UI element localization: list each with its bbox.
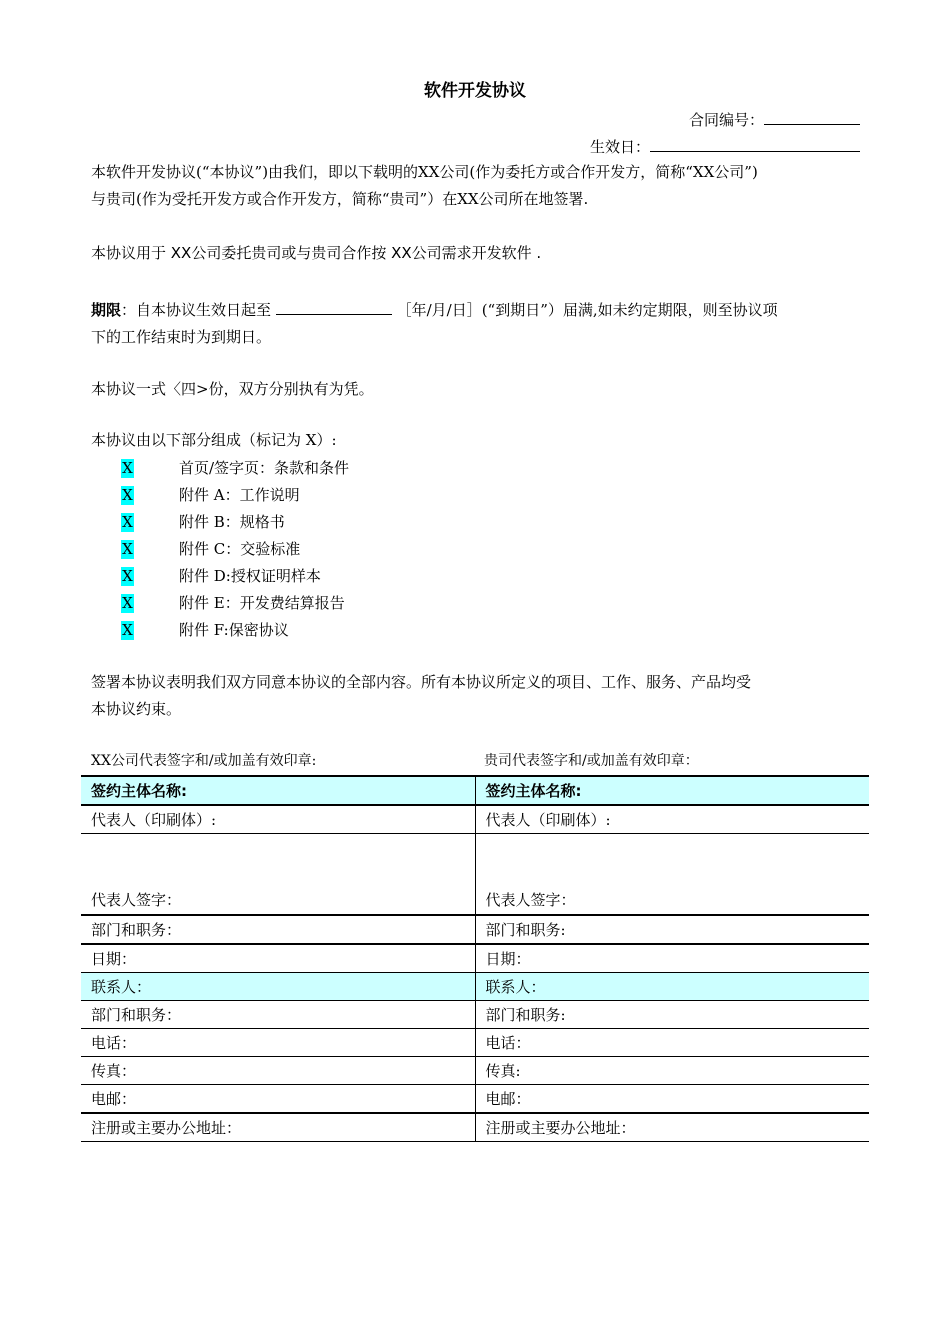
checkmark-x: X — [122, 459, 133, 477]
right-email-cell[interactable]: 电邮： — [475, 1085, 869, 1114]
agreement-paragraph — [91, 669, 751, 723]
component-item[interactable] — [121, 512, 285, 532]
right-fax-cell[interactable]: 传真: — [475, 1057, 869, 1085]
right-representative-cell[interactable]: 代表人（印刷体）: — [475, 805, 869, 834]
term-text-a: ：自本协议生效日起至 — [121, 301, 272, 319]
signature-table — [81, 775, 869, 1142]
left-fax-cell[interactable]: 传真： — [81, 1057, 475, 1085]
intro-paragraph — [91, 159, 758, 213]
table-row — [81, 1001, 869, 1029]
left-email-cell[interactable]: 电邮： — [81, 1085, 475, 1114]
effective-date-line — [590, 136, 860, 157]
intro-line-1: 本软件开发协议(“本协议”)由我们，即以下载明的XX公司(作为委托方或合作开发方，简称“XX公司”) — [91, 163, 758, 181]
intro-line-2: 与贵司(作为受托开发方或合作开发方，简称“贵司”）在XX公司所在地签署. — [91, 190, 589, 208]
component-item[interactable] — [121, 539, 300, 559]
term-line-2: 下的工作结束时为到期日。 — [91, 328, 272, 346]
left-contact-dept-cell[interactable]: 部门和职务： — [81, 1001, 475, 1029]
table-row — [81, 1085, 869, 1114]
checkmark-x: X — [122, 621, 133, 639]
left-address-cell[interactable]: 注册或主要办公地址： — [81, 1113, 475, 1142]
table-row — [81, 805, 869, 834]
effective-date-blank[interactable] — [650, 138, 860, 152]
left-dept-title-cell[interactable]: 部门和职务： — [81, 915, 475, 944]
right-entity-name-cell[interactable]: 签约主体名称: — [475, 776, 869, 805]
agreement-line-1: 签署本协议表明我们双方同意本协议的全部内容。所有本协议所定义的项目、工作、服务、产品均受 — [91, 673, 752, 691]
document-title: 软件开发协议 — [424, 81, 526, 101]
component-item[interactable] — [121, 566, 321, 586]
term-text-b: ［年/月/日］(“到期日”）届满,如未约定期限，则至协议项 — [396, 301, 778, 319]
right-signature-cell[interactable]: 代表人签字： — [475, 834, 869, 916]
table-row — [81, 944, 869, 973]
right-contact-dept-cell[interactable]: 部门和职务: — [475, 1001, 869, 1029]
component-label: 首页/签字页：条款和条件 — [179, 459, 350, 477]
component-label: 附件 E：开发费结算报告 — [179, 594, 345, 612]
component-item[interactable] — [121, 458, 349, 478]
left-entity-name-cell[interactable]: 签约主体名称: — [81, 776, 475, 805]
left-date-cell[interactable]: 日期： — [81, 944, 475, 973]
table-row — [81, 1057, 869, 1085]
expiry-date-blank[interactable] — [276, 301, 392, 315]
right-phone-cell[interactable]: 电话： — [475, 1029, 869, 1057]
right-signature-heading: 贵司代表签字和/或加盖有效印章： — [484, 753, 699, 769]
contract-number-line — [689, 109, 860, 130]
checkmark-x: X — [122, 567, 133, 585]
right-contact-cell[interactable]: 联系人： — [475, 973, 869, 1001]
left-signature-heading: XX公司代表签字和/或加盖有效印章: — [91, 753, 317, 769]
left-phone-cell[interactable]: 电话： — [81, 1029, 475, 1057]
table-row — [81, 1113, 869, 1142]
component-item[interactable] — [121, 620, 289, 640]
term-label: 期限 — [91, 301, 122, 319]
table-row — [81, 915, 869, 944]
left-representative-cell[interactable]: 代表人（印刷体）: — [81, 805, 475, 834]
term-paragraph — [91, 297, 778, 351]
checkmark-x: X — [122, 486, 133, 504]
table-row — [81, 834, 869, 916]
left-signature-cell[interactable]: 代表人签字： — [81, 834, 475, 916]
contract-number-blank[interactable] — [764, 111, 860, 125]
copies-statement: 本协议一式〈四>份，双方分别执有为凭。 — [91, 380, 374, 398]
agreement-line-2: 本协议约束。 — [91, 700, 182, 718]
right-dept-title-cell[interactable]: 部门和职务: — [475, 915, 869, 944]
table-row — [81, 973, 869, 1001]
table-row — [81, 1029, 869, 1057]
contract-number-label: 合同编号： — [688, 111, 764, 129]
checkmark-x: X — [122, 594, 133, 612]
component-label: 附件 C：交验标准 — [179, 540, 301, 558]
effective-date-label: 生效日： — [589, 138, 650, 156]
checkmark-x: X — [122, 513, 133, 531]
components-intro: 本协议由以下部分组成（标记为 X）: — [91, 431, 337, 449]
right-address-cell[interactable]: 注册或主要办公地址： — [475, 1113, 869, 1142]
component-item[interactable] — [121, 593, 345, 613]
component-label: 附件 F:保密协议 — [179, 621, 289, 639]
purpose-statement: 本协议用于 XX公司委托贵司或与贵司合作按 XX公司需求开发软件 . — [91, 244, 542, 262]
right-date-cell[interactable]: 日期： — [475, 944, 869, 973]
component-label: 附件 D:授权证明样本 — [179, 567, 321, 585]
component-label: 附件 A：工作说明 — [179, 486, 300, 504]
checkmark-x: X — [122, 540, 133, 558]
table-row — [81, 776, 869, 805]
component-label: 附件 B：规格书 — [179, 513, 285, 531]
component-item[interactable] — [121, 485, 300, 505]
left-contact-cell[interactable]: 联系人： — [81, 973, 475, 1001]
